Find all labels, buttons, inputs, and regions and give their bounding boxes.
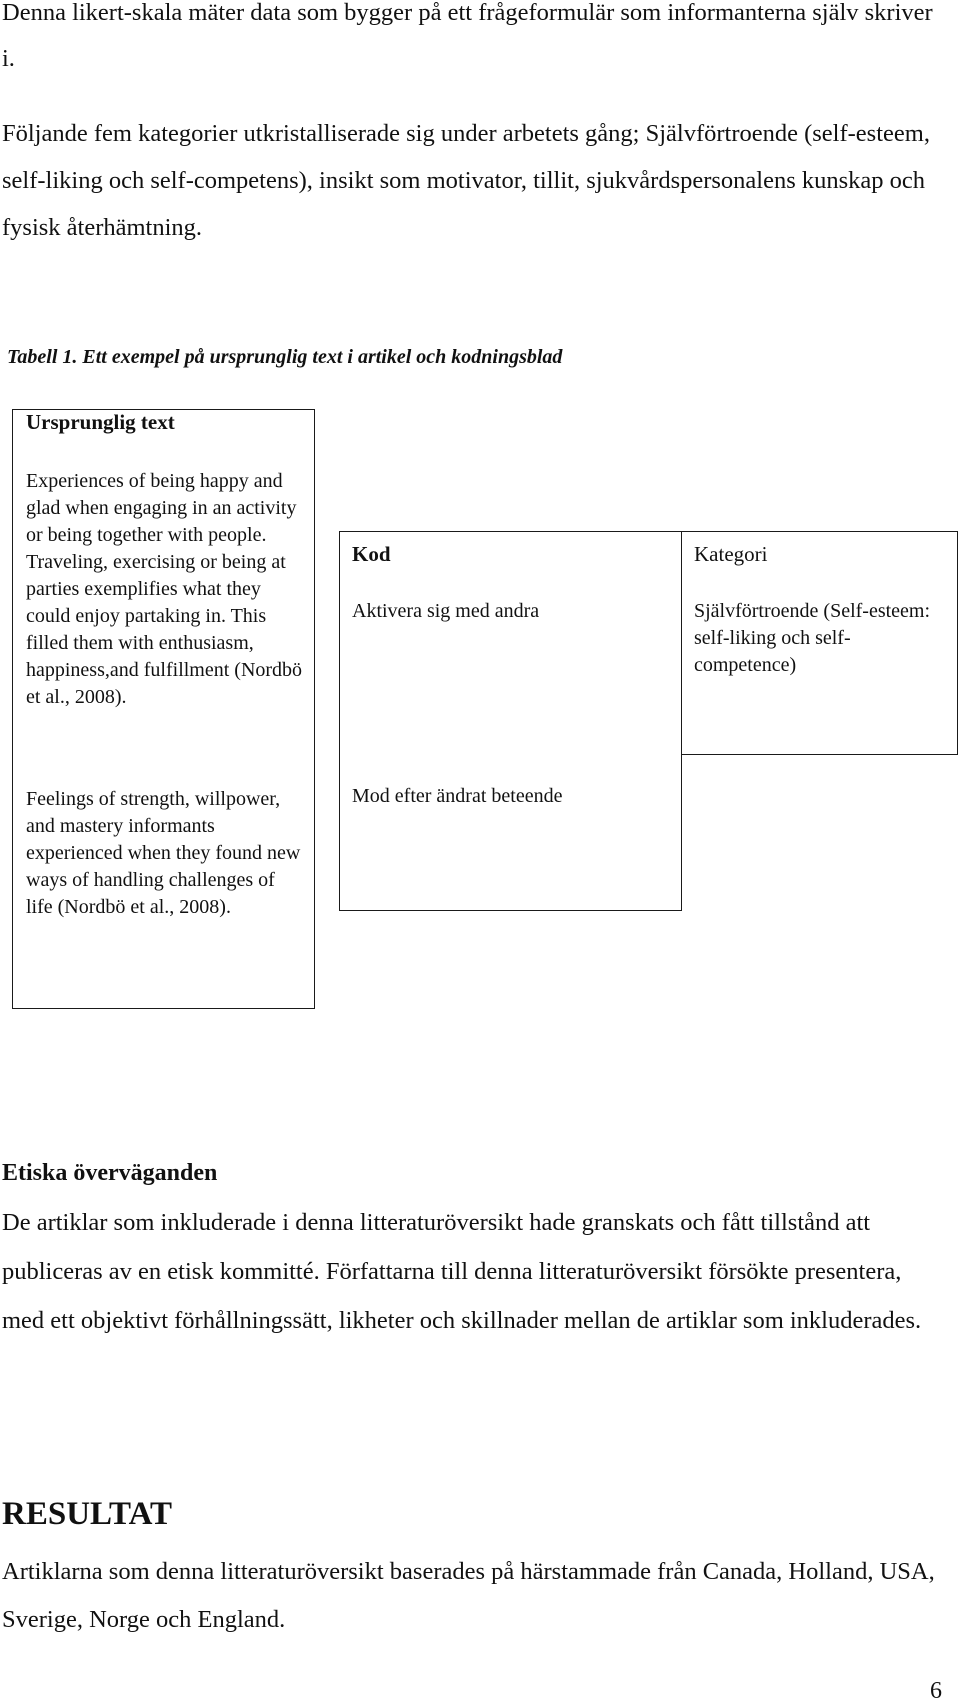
ethics-heading: Etiska överväganden bbox=[2, 1160, 218, 1186]
table-caption: Tabell 1. Ett exempel på ursprunglig text i artikel och kodningsblad bbox=[7, 346, 563, 368]
ethics-paragraph: De artiklar som inkluderade i denna litteraturöversikt hade granskats och fått tillstånd att publiceras av en etisk kommitté. Författarna till denna litteraturöversikt försökte presentera, med ett objektivt förhållningssätt, likheter och skillnader mellan de artiklar som inkluderades. bbox=[2, 1209, 922, 1334]
original-text-header: Ursprunglig text bbox=[26, 410, 175, 434]
code-column bbox=[339, 531, 682, 911]
page-number: 6 bbox=[930, 1678, 942, 1704]
categories-paragraph: Följande fem kategorier utkristalliserade sig under arbetets gång; Självförtroende (self-esteem, self-liking och self-competens), insikt som motivator, tillit, sjukvårdspersonalens kunskap och fysisk återhämtning. bbox=[2, 120, 930, 241]
category-header: Kategori bbox=[694, 542, 768, 566]
code-header: Kod bbox=[352, 542, 391, 566]
code-cell: Aktivera sig med andra bbox=[352, 600, 540, 622]
results-heading: RESULTAT bbox=[2, 1496, 172, 1532]
code-cell: Mod efter ändrat beteende bbox=[352, 785, 563, 807]
likert-paragraph: Denna likert-skala mäter data som bygger på ett frågeformulär som informanterna själv skriver i. bbox=[2, 0, 933, 72]
category-cell: Självförtroende (Self-esteem: self-liking och self-competence) bbox=[694, 600, 931, 676]
results-paragraph: Artiklarna som denna litteraturöversikt baserades på härstammade från Canada, Holland, USA, Sverige, Norge och England. bbox=[2, 1558, 935, 1633]
original-text-cell: Experiences of being happy and glad when engaging in an activity or being together with people. Traveling, exercising or being at parties exemplifies what they could enjoy partaking in. This filled them with enthusiasm, happiness,and fulfillment (Nordbö et al., 2008). bbox=[26, 470, 303, 708]
original-text-cell: Feelings of strength, willpower, and mastery informants experienced when they found new ways of handling challenges of life (Nordbö et al., 2008). bbox=[26, 788, 301, 918]
